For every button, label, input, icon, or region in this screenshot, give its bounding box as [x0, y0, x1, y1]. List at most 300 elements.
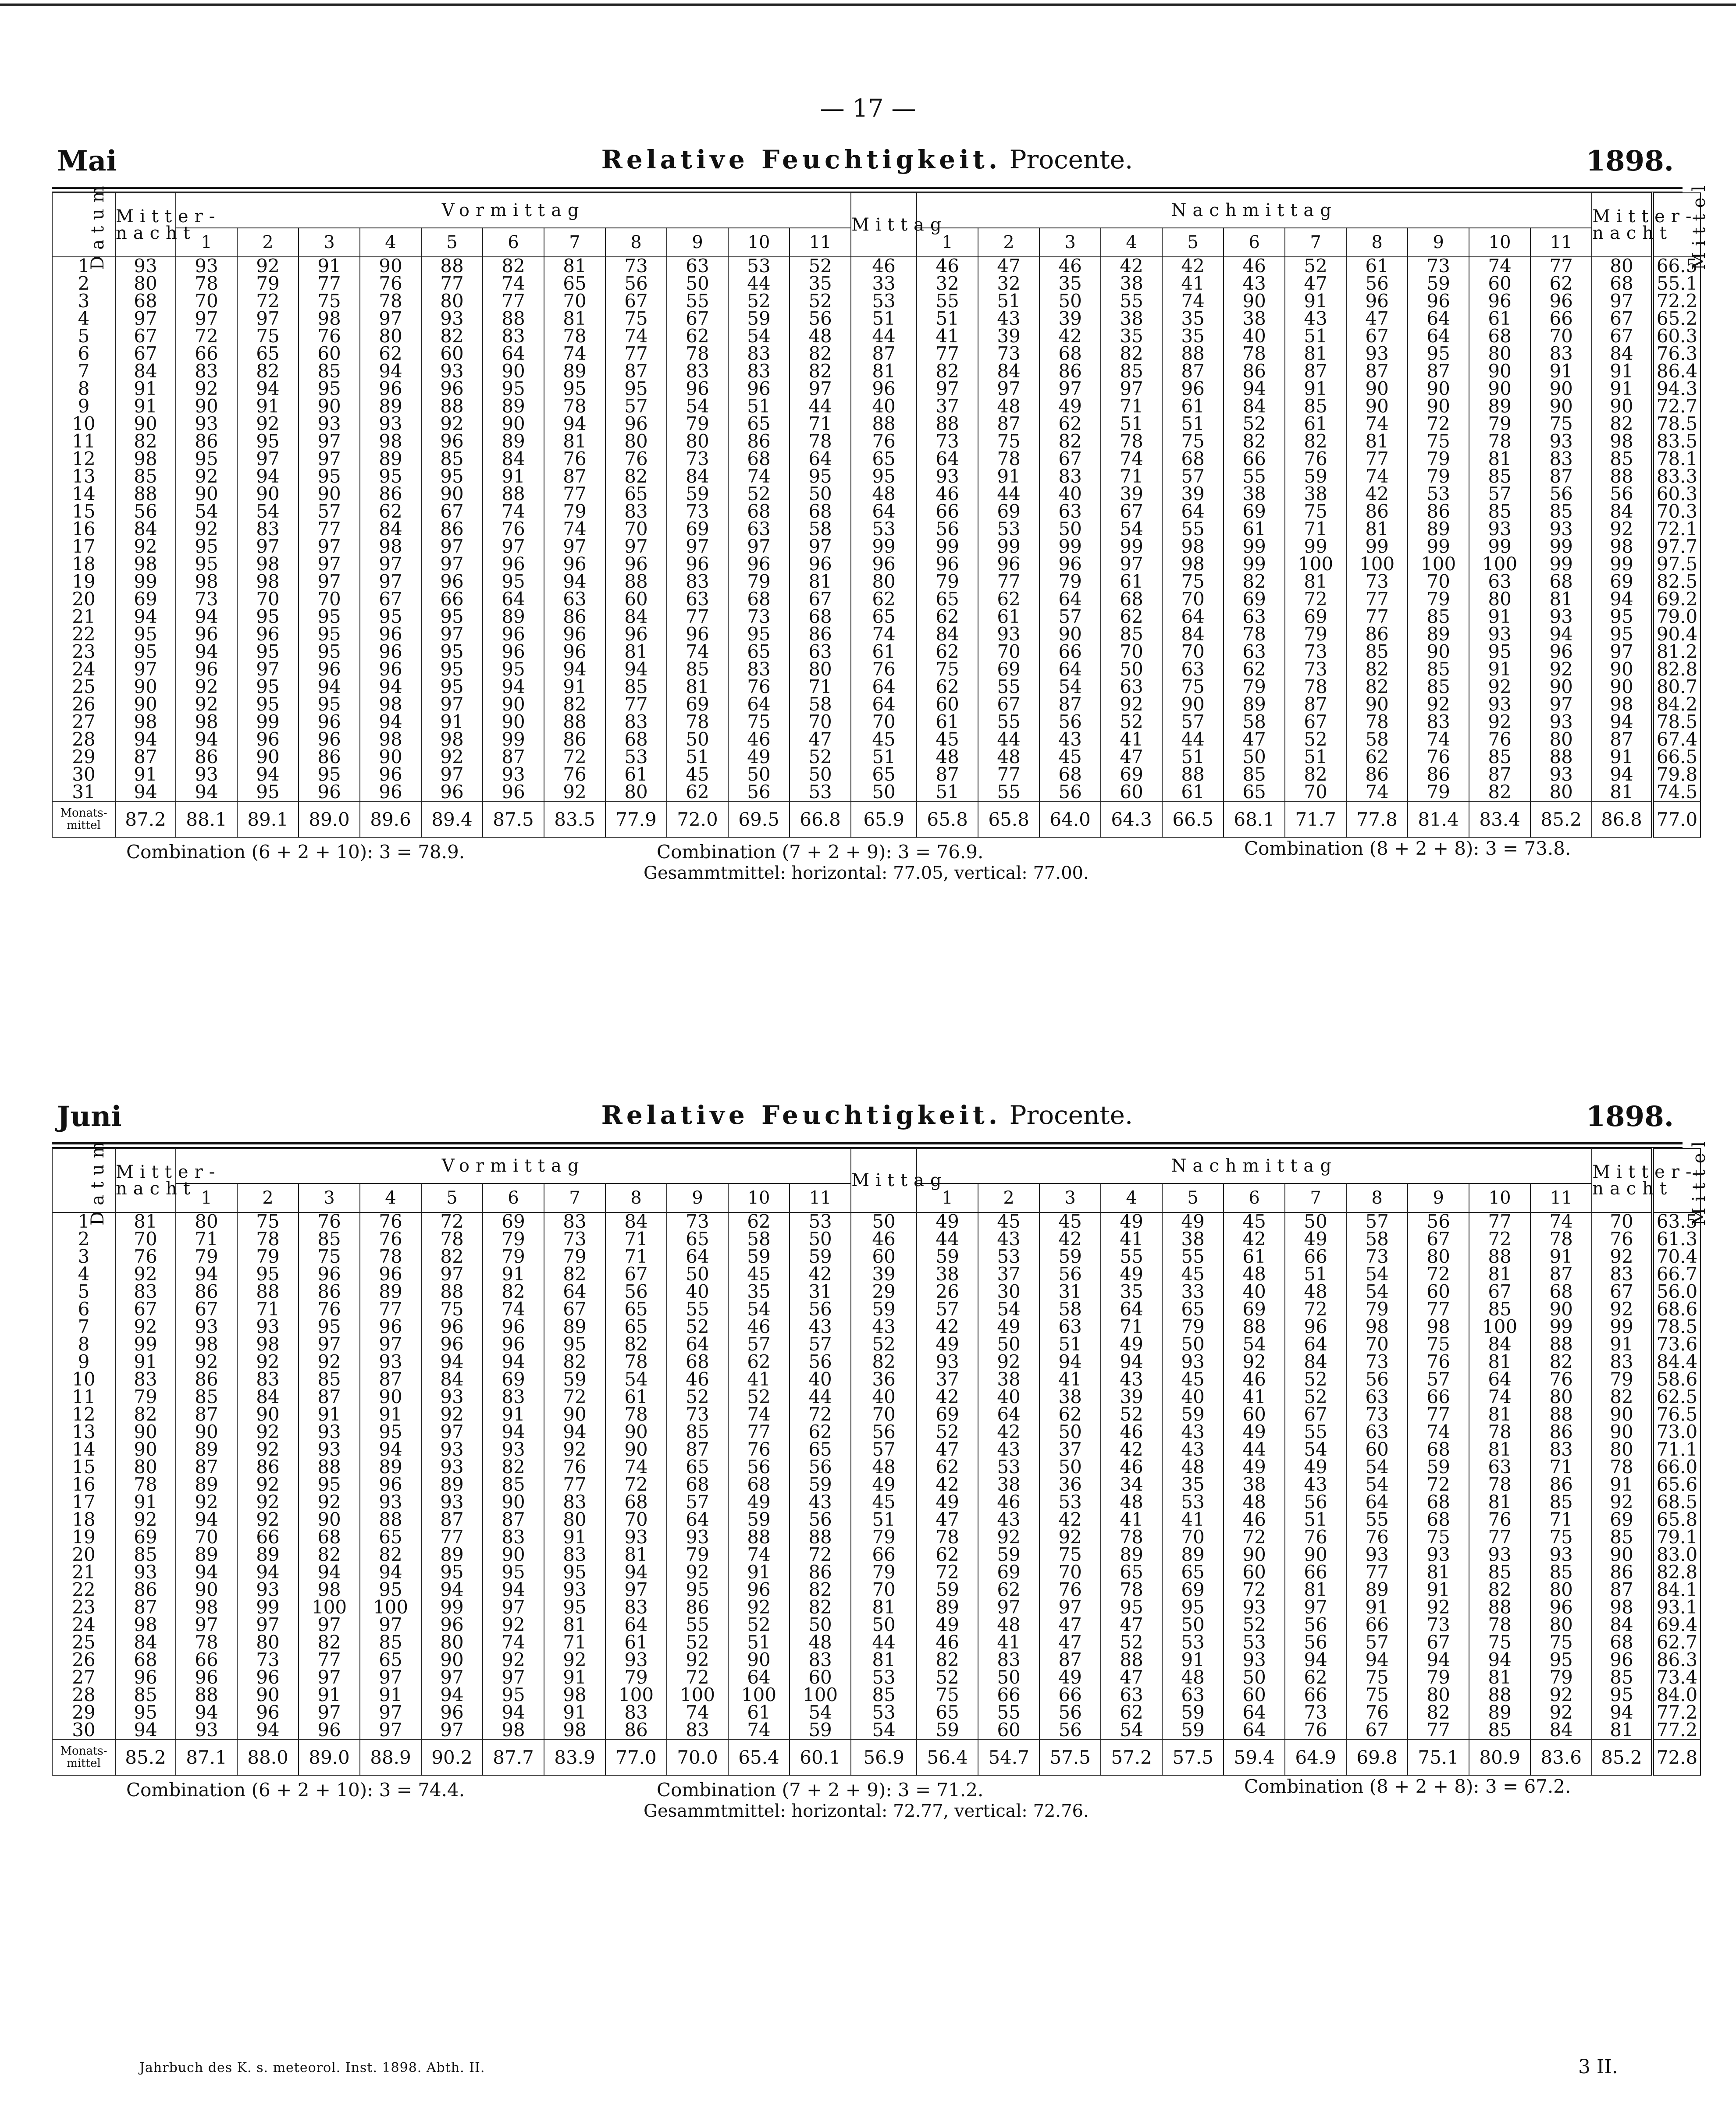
vormittag-cell: 86 96 96 94 91 82 88 86 72 76 92 [544, 608, 605, 801]
hour-header: 6 [483, 1183, 544, 1212]
vormittag-cell: 81 76 87 77 79 74 97 96 94 63 [544, 433, 605, 608]
top-border-line [0, 4, 1736, 6]
hour-header: 11 [790, 228, 851, 257]
hour-header: 5 [421, 228, 483, 257]
vormittag-cell: 86 68 74 52 68 63 97 96 79 68 [728, 433, 790, 608]
col-header-mittag: Mittag [851, 193, 917, 257]
mitternacht-end-cell: 82 90 90 80 78 91 92 69 85 90 [1592, 1388, 1652, 1563]
nachmittag-cell: 65 78 95 47 52 88 47 63 62 54 [1101, 1563, 1162, 1739]
combination-mid: Combination (7 + 2 + 9): 3 = 71.2. [657, 1779, 984, 1801]
monatsmittel-value: 77.8 [1346, 801, 1408, 837]
monatsmittel-value: 72.0 [667, 801, 728, 837]
nachmittag-cell: 78 74 71 39 67 54 99 97 61 68 [1101, 433, 1162, 608]
mittag-cell: 50 46 60 39 29 59 43 52 82 36 [851, 1212, 917, 1388]
monatsmittel-value: 88.1 [176, 801, 237, 837]
nachmittag-cell: 52 67 55 54 49 43 56 51 76 90 [1285, 1388, 1346, 1563]
nachmittag-cell: 70 76 97 47 47 87 49 66 56 56 [1039, 1563, 1101, 1739]
monatsmittel-value: 56.4 [917, 1739, 978, 1775]
monatsmittel-value: 75.1 [1408, 1739, 1469, 1775]
nachmittag-cell: 42 41 74 35 35 88 87 96 61 51 [1162, 257, 1224, 433]
hour-header: 6 [483, 228, 544, 257]
table-row-group [52, 608, 1700, 801]
mittag-cell: 76 65 95 48 64 53 99 96 80 62 [851, 433, 917, 608]
hour-header: 8 [1346, 1183, 1408, 1212]
month-name: Mai [57, 145, 117, 178]
nachmittag-cell: 75 79 79 53 86 89 99 100 70 79 [1408, 433, 1469, 608]
combination-right: Combination (8 + 2 + 8): 3 = 73.8. [1244, 838, 1571, 859]
monatsmittel-value: 89.0 [299, 801, 360, 837]
nachmittag-cell: 46 32 55 51 41 77 82 97 37 88 [917, 257, 978, 433]
monatsmittel-value: 89.1 [237, 801, 299, 837]
vormittag-cell: 95 94 97 92 74 92 97 95 94 98 [483, 1563, 544, 1739]
vormittag-cell: 77 96 74 85 81 69 78 50 51 45 62 [667, 608, 728, 801]
combination-mid: Combination (7 + 2 + 9): 3 = 76.9. [657, 841, 984, 863]
mittag-cell: 46 33 53 51 44 87 81 96 40 88 [851, 257, 917, 433]
hour-header: 11 [1530, 228, 1592, 257]
hour-header: 7 [544, 228, 605, 257]
nachmittag-cell: 45 42 61 48 40 69 88 54 92 46 [1224, 1212, 1285, 1388]
vormittag-cell: 73 56 67 75 74 77 87 95 57 96 [605, 257, 667, 433]
col-header-vormittag: Vormittag [176, 1148, 851, 1183]
humidity-table [52, 1135, 1709, 1776]
vormittag-cell: 93 78 70 97 72 66 83 92 90 93 [176, 257, 237, 433]
title-main: Relative Feuchtigkeit. [601, 145, 1002, 174]
monatsmittel-label: Monats- mittel [52, 801, 115, 837]
day-cell: 11 12 13 14 15 16 17 18 19 20 [52, 433, 115, 608]
monatsmittel-row [52, 1739, 1700, 1775]
combination-left: Combination (6 + 2 + 10): 3 = 74.4. [126, 1779, 465, 1801]
vormittag-cell: 88 77 80 93 82 60 93 96 88 92 [421, 257, 483, 433]
col-header-nachmittag: Nachmittag [917, 1148, 1592, 1183]
combination-right: Combination (8 + 2 + 8): 3 = 67.2. [1244, 1776, 1571, 1797]
nachmittag-cell: 80 88 86 83 71 86 85 71 75 93 [1530, 1388, 1592, 1563]
monatsmittel-value: 68.1 [1224, 801, 1285, 837]
hour-header: 10 [1469, 228, 1530, 257]
vormittag-cell: 84 96 81 94 85 77 83 68 53 61 80 [605, 608, 667, 801]
hour-header: 10 [728, 1183, 790, 1212]
vormittag-cell: 76 76 78 96 89 77 96 97 93 87 [360, 1212, 421, 1388]
hour-header: 8 [605, 228, 667, 257]
monatsmittel-value: 57.5 [1162, 1739, 1224, 1775]
monatsmittel-label: Monats- mittel [52, 1739, 115, 1775]
hour-header: 9 [667, 228, 728, 257]
nachmittag-cell: 64 84 70 63 75 90 57 44 51 88 61 [1162, 608, 1224, 801]
nachmittag-cell: 62 84 62 75 62 60 61 45 48 87 51 [917, 608, 978, 801]
mitternacht-cell: 93 86 87 98 84 68 96 85 95 94 [115, 1563, 176, 1739]
nachmittag-cell: 66 81 97 56 56 94 62 66 73 76 [1285, 1563, 1346, 1739]
day-cell: 1 2 3 4 5 6 7 8 9 10 [52, 257, 115, 433]
year: 1898. [1586, 145, 1674, 178]
monatsmittel-value: 59.4 [1224, 1739, 1285, 1775]
vormittag-cell: 53 44 52 59 54 83 83 96 51 65 [728, 257, 790, 433]
vormittag-cell: 94 96 94 96 92 92 98 94 86 93 94 [176, 608, 237, 801]
monatsmittel-value: 71.7 [1285, 801, 1346, 837]
monatsmittel-value: 85.2 [115, 1739, 176, 1775]
vormittag-cell: 62 58 59 45 35 54 46 57 62 41 [728, 1212, 790, 1388]
hour-header: 2 [237, 228, 299, 257]
title-main: Relative Feuchtigkeit. [601, 1100, 1002, 1130]
section-header [52, 1100, 1683, 1140]
col-header-mitternacht-end: Mitter- nacht [1592, 1148, 1652, 1212]
col-header-mittag: Mittag [851, 1148, 917, 1212]
vormittag-cell: 91 96 92 52 51 90 64 100 61 74 [728, 1563, 790, 1739]
monatsmittel-value: 57.2 [1101, 1739, 1162, 1775]
gesammtmittel: Gesammtmittel: horizontal: 72.77, vertical: 72.76. [644, 1801, 1089, 1821]
hour-header: 6 [1224, 1183, 1285, 1212]
hour-header: 5 [421, 1183, 483, 1212]
vormittag-cell: 87 91 93 93 88 95 92 90 68 82 [299, 1388, 360, 1563]
vormittag-cell: 96 85 95 90 67 86 97 97 96 66 [421, 433, 483, 608]
gesammtmittel: Gesammtmittel: horizontal: 77.05, vertical: 77.00. [644, 863, 1089, 883]
nachmittag-cell: 66 77 74 68 59 72 68 68 75 93 [1408, 1388, 1469, 1563]
mittel-cell: 63.5 61.3 70.4 66.7 56.0 68.6 78.5 73.6 84.4 58.6 [1652, 1212, 1700, 1388]
hour-header: 4 [360, 228, 421, 257]
mittag-cell: 40 70 56 57 48 49 45 51 79 66 [851, 1388, 917, 1563]
hour-header: 9 [1408, 228, 1469, 257]
vormittag-cell: 93 92 97 93 93 89 93 87 77 89 [421, 1388, 483, 1563]
vormittag-cell: 94 90 98 97 78 66 96 88 94 93 [176, 1563, 237, 1739]
datum-label: Datum [87, 180, 108, 270]
hour-header: 2 [978, 228, 1039, 257]
monatsmittel-value: 65.4 [728, 1739, 790, 1775]
monatsmittel-value: 90.2 [421, 1739, 483, 1775]
nachmittag-cell: 41 60 49 44 49 38 48 46 72 90 [1224, 1388, 1285, 1563]
day-cell: 21 22 23 24 25 26 27 28 29 30 31 [52, 608, 115, 801]
vormittag-cell: 69 79 79 91 82 74 96 96 94 69 [483, 1212, 544, 1388]
col-header-mitternacht: Mitter- nacht [115, 1148, 176, 1212]
vormittag-cell: 81 65 70 81 78 74 89 95 78 94 [544, 257, 605, 433]
col-header-nachmittag: Nachmittag [917, 193, 1592, 228]
section-mai [52, 145, 1709, 886]
hour-header: 8 [605, 1183, 667, 1212]
hour-header: 5 [1162, 1183, 1224, 1212]
vormittag-cell: 86 82 82 50 48 83 60 100 54 59 [790, 1563, 851, 1739]
nachmittag-cell: 73 59 96 64 64 95 87 90 90 72 [1408, 257, 1469, 433]
hour-header: 3 [1039, 228, 1101, 257]
vormittag-cell: 83 91 94 93 82 85 90 87 83 90 [483, 1388, 544, 1563]
section-juni [52, 1100, 1709, 1824]
hour-header: 4 [360, 1183, 421, 1212]
nachmittag-cell: 69 62 97 48 41 83 50 66 55 60 [978, 1563, 1039, 1739]
hour-header: 10 [1469, 1183, 1530, 1212]
monatsmittel-row [52, 801, 1700, 837]
hour-header: 3 [1039, 1183, 1101, 1212]
hour-header: 9 [667, 1183, 728, 1212]
vormittag-cell: 44 72 62 65 56 59 43 56 88 72 [790, 1388, 851, 1563]
nachmittag-cell: 75 68 57 39 64 55 98 98 75 70 [1162, 433, 1224, 608]
month-name: Juni [57, 1100, 122, 1133]
monatsmittel-value: 81.4 [1408, 801, 1469, 837]
monatsmittel-value: 69.8 [1346, 1739, 1408, 1775]
vormittag-cell: 95 97 94 90 54 83 97 98 98 70 [237, 433, 299, 608]
monatsmittel-value: 65.9 [851, 801, 917, 837]
mitternacht-cell: 94 95 95 97 90 90 98 94 87 91 94 [115, 608, 176, 801]
footer-text: Jahrbuch des K. s. meteorol. Inst. 1898. Abth. II. [139, 2060, 485, 2075]
col-header-datum [52, 1135, 115, 1226]
vormittag-cell: 80 71 79 94 86 67 93 98 92 86 [176, 1212, 237, 1388]
nachmittag-cell: 57 58 73 54 54 79 98 70 73 56 [1346, 1212, 1408, 1388]
monatsmittel-value: 83.6 [1530, 1739, 1592, 1775]
vormittag-cell: 90 91 95 94 89 96 93 88 65 82 [360, 1388, 421, 1563]
monatsmittel-value: 88.0 [237, 1739, 299, 1775]
nachmittag-cell: 77 86 85 82 82 90 78 58 62 86 74 [1346, 608, 1408, 801]
monatsmittel-value: 83.9 [544, 1739, 605, 1775]
mitternacht-cell: 82 98 85 88 56 84 92 98 99 69 [115, 433, 176, 608]
monatsmittel-value: 69.5 [728, 801, 790, 837]
hour-header: 5 [1162, 228, 1224, 257]
monatsmittel-value: 80.9 [1469, 1739, 1530, 1775]
vormittag-cell: 84 90 92 92 86 92 92 92 66 89 [237, 1388, 299, 1563]
hour-header: 8 [1346, 228, 1408, 257]
vormittag-cell: 92 95 86 55 52 92 72 100 74 83 [667, 1563, 728, 1739]
combination-footer [52, 838, 1683, 886]
hour-header: 7 [1285, 1183, 1346, 1212]
humidity-table [52, 179, 1709, 838]
hour-header: 11 [790, 1183, 851, 1212]
mittag-cell: 79 70 81 50 44 81 53 85 53 54 [851, 1563, 917, 1739]
table-row-group [52, 433, 1700, 608]
monatsmittel-value: 77.0 [605, 1739, 667, 1775]
monatsmittel-value: 87.1 [176, 1739, 237, 1775]
vormittag-cell: 84 71 71 67 56 65 65 82 78 54 [605, 1212, 667, 1388]
nachmittag-cell: 78 81 85 57 85 93 99 100 63 80 [1469, 433, 1530, 608]
table-row-group [52, 1388, 1700, 1563]
vormittag-cell: 68 86 63 80 71 58 70 47 52 50 53 [790, 608, 851, 801]
mittag-cell: 65 74 61 76 64 64 70 45 51 65 50 [851, 608, 917, 801]
nachmittag-cell: 45 42 59 56 31 58 63 51 94 41 [1039, 1212, 1101, 1388]
nachmittag-cell: 91 93 95 91 92 93 92 76 85 87 82 [1469, 608, 1530, 801]
nachmittag-cell: 42 69 52 47 62 42 49 47 78 62 [917, 1388, 978, 1563]
nachmittag-cell: 74 60 96 61 68 80 90 90 89 79 [1469, 257, 1530, 433]
monatsmittel-value: 89.0 [299, 1739, 360, 1775]
monatsmittel-value: 87.2 [115, 801, 176, 837]
monatsmittel-value: 85.2 [1530, 801, 1592, 837]
vormittag-cell: 95 94 99 96 80 90 97 94 96 97 [421, 1563, 483, 1739]
nachmittag-cell: 52 47 91 43 51 81 87 91 85 61 [1285, 257, 1346, 433]
nachmittag-cell: 46 35 50 39 42 68 86 97 49 62 [1039, 257, 1101, 433]
vormittag-cell: 82 74 77 88 83 64 90 95 89 90 [483, 257, 544, 433]
hour-header: 2 [237, 1183, 299, 1212]
vormittag-cell: 85 87 90 89 87 89 92 94 70 89 [176, 1388, 237, 1563]
nachmittag-cell: 49 38 55 45 33 65 79 50 93 45 [1162, 1212, 1224, 1388]
mitternacht-cell: 93 80 68 97 67 67 84 91 91 90 [115, 257, 176, 433]
vormittag-cell: 80 73 84 59 73 69 97 96 83 63 [667, 433, 728, 608]
nachmittag-cell: 63 73 63 60 54 54 64 55 76 93 [1346, 1388, 1408, 1563]
monatsmittel-value: 56.9 [851, 1739, 917, 1775]
nachmittag-cell: 60 72 93 52 53 93 50 60 64 64 [1224, 1563, 1285, 1739]
hour-header: 2 [978, 1183, 1039, 1212]
nachmittag-cell: 40 64 42 43 53 38 46 43 92 59 [978, 1388, 1039, 1563]
title-unit: Procente. [1009, 1100, 1133, 1130]
nachmittag-cell: 61 56 96 47 67 93 87 90 90 74 [1346, 257, 1408, 433]
mitternacht-cell: 81 70 76 92 83 67 92 99 91 83 [115, 1212, 176, 1388]
vormittag-cell: 52 35 52 56 48 82 82 97 44 71 [790, 257, 851, 433]
nachmittag-cell: 81 91 92 73 67 94 79 80 82 77 [1408, 1563, 1469, 1739]
vormittag-cell: 80 76 82 65 83 70 97 96 88 60 [605, 433, 667, 608]
hour-header: 4 [1101, 1183, 1162, 1212]
vormittag-cell: 92 79 72 97 75 65 82 94 91 92 [237, 257, 299, 433]
monatsmittel-value: 65.8 [917, 801, 978, 837]
section-header [52, 145, 1683, 184]
nachmittag-cell: 73 64 93 46 66 56 99 96 79 65 [917, 433, 978, 608]
monatsmittel-value: 89.6 [360, 801, 421, 837]
mitternacht-end-cell: 86 87 98 84 68 96 85 95 94 81 [1592, 1563, 1652, 1739]
monatsmittel-mittel: 72.8 [1652, 1739, 1700, 1775]
mittel-cell: 83.5 78.1 83.3 60.3 70.3 72.1 97.7 97.5 82.5 69.2 [1652, 433, 1700, 608]
monatsmittel-value: 64.0 [1039, 801, 1101, 837]
monatsmittel-value: 57.5 [1039, 1739, 1101, 1775]
monatsmittel-value: 66.5 [1162, 801, 1224, 837]
nachmittag-cell: 42 38 55 38 35 82 85 97 71 51 [1101, 257, 1162, 433]
vormittag-cell: 94 97 83 64 61 93 79 100 83 86 [605, 1563, 667, 1739]
mittel-cell: 62.5 76.5 73.0 71.1 66.0 65.6 68.5 65.8 79.1 83.0 [1652, 1388, 1700, 1563]
nachmittag-cell: 57 90 66 64 54 87 56 43 45 68 56 [1039, 608, 1101, 801]
monatsmittel-value: 87.5 [483, 801, 544, 837]
day-cell: 21 22 23 24 25 26 27 28 29 30 [52, 1563, 115, 1739]
nachmittag-cell: 82 76 59 38 75 71 99 100 81 72 [1285, 433, 1346, 608]
table-title [52, 1100, 1683, 1130]
nachmittag-cell: 75 78 91 44 69 53 99 96 77 62 [978, 433, 1039, 608]
table-title [52, 145, 1683, 174]
nachmittag-cell: 49 44 59 38 26 57 42 49 93 37 [917, 1212, 978, 1388]
nachmittag-cell: 65 69 95 50 53 91 48 63 59 59 [1162, 1563, 1224, 1739]
vormittag-cell: 95 96 95 97 95 95 99 96 90 94 95 [237, 608, 299, 801]
monatsmittel-value: 77.9 [605, 801, 667, 837]
nachmittag-cell: 82 66 55 38 69 61 99 99 82 69 [1224, 433, 1285, 608]
vormittag-cell: 78 64 95 50 68 58 97 96 81 67 [790, 433, 851, 608]
mitternacht-end-cell: 80 68 97 67 67 84 91 91 90 82 [1592, 257, 1652, 433]
nachmittag-cell: 85 80 96 80 75 95 79 92 92 84 [1530, 1563, 1592, 1739]
mitternacht-end-cell: 70 76 92 83 67 92 99 91 83 79 [1592, 1212, 1652, 1388]
nachmittag-cell: 45 43 53 37 30 54 49 50 92 38 [978, 1212, 1039, 1388]
vormittag-cell: 76 85 75 96 86 76 95 97 92 85 [299, 1212, 360, 1388]
mitternacht-cell: 79 82 90 90 80 78 91 92 69 85 [115, 1388, 176, 1563]
nachmittag-cell: 40 59 43 43 48 35 53 41 70 89 [1162, 1388, 1224, 1563]
mitternacht-end-cell: 98 85 88 56 84 92 98 99 69 94 [1592, 433, 1652, 608]
table-row-group [52, 1212, 1700, 1388]
hour-header: 11 [1530, 1183, 1592, 1212]
hour-header: 7 [544, 1183, 605, 1212]
vormittag-cell: 75 78 79 95 88 71 93 98 92 83 [237, 1212, 299, 1388]
mittel-cell: 79.0 90.4 81.2 82.8 80.7 84.2 78.5 67.4 66.5 79.8 74.5 [1652, 608, 1700, 801]
vormittag-cell: 91 77 75 98 76 60 85 95 90 93 [299, 257, 360, 433]
col-header-mittel [1652, 1135, 1709, 1226]
monatsmittel-value: 64.9 [1285, 1739, 1346, 1775]
nachmittag-cell: 77 62 96 66 70 83 91 90 90 75 [1530, 257, 1592, 433]
hour-header: 3 [299, 228, 360, 257]
vormittag-cell: 72 90 94 92 76 77 83 80 91 83 [544, 1388, 605, 1563]
vormittag-cell: 52 74 77 76 56 68 49 59 88 74 [728, 1388, 790, 1563]
monatsmittel-value: 83.4 [1469, 801, 1530, 837]
vormittag-cell: 98 89 95 86 62 84 98 97 97 67 [360, 433, 421, 608]
vormittag-cell: 94 98 100 97 82 77 97 91 97 96 [299, 1563, 360, 1739]
monatsmittel-value: 64.3 [1101, 801, 1162, 837]
footer-sheet-mark: 3 II. [1578, 2056, 1618, 2078]
mittel-cell: 82.8 84.1 93.1 69.4 62.7 86.3 73.4 84.0 77.2 77.2 [1652, 1563, 1700, 1739]
monatsmittel-value: 87.7 [483, 1739, 544, 1775]
hour-header: 4 [1101, 228, 1162, 257]
page-number: — 17 — [820, 94, 916, 123]
hour-header: 1 [176, 228, 237, 257]
nachmittag-cell: 93 94 96 92 90 97 93 80 88 93 80 [1530, 608, 1592, 801]
combination-footer [52, 1776, 1683, 1824]
vormittag-cell: 61 78 90 90 74 72 68 70 93 81 [605, 1388, 667, 1563]
nachmittag-cell: 38 62 50 37 50 36 53 42 92 75 [1039, 1388, 1101, 1563]
hour-header: 3 [299, 1183, 360, 1212]
vormittag-cell: 83 73 79 82 64 67 89 95 82 59 [544, 1212, 605, 1388]
nachmittag-cell: 63 78 63 62 79 89 58 47 50 85 65 [1224, 608, 1285, 801]
monatsmittel-value: 66.8 [790, 801, 851, 837]
nachmittag-cell: 74 81 78 81 63 78 81 76 77 93 [1469, 1388, 1530, 1563]
nachmittag-cell: 85 82 88 78 75 94 81 88 89 85 [1469, 1563, 1530, 1739]
vormittag-cell: 95 97 95 95 95 97 91 98 92 97 96 [421, 608, 483, 801]
nachmittag-cell: 61 93 70 69 55 67 55 44 48 77 55 [978, 608, 1039, 801]
vormittag-cell: 90 76 78 97 80 62 94 96 89 93 [360, 257, 421, 433]
year: 1898. [1586, 1100, 1674, 1133]
header-rule [52, 1142, 1683, 1148]
nachmittag-cell: 74 78 91 87 68 90 99 88 82 76 [1530, 1212, 1592, 1388]
nachmittag-cell: 39 52 46 42 46 34 48 41 78 89 [1101, 1388, 1162, 1563]
nachmittag-cell: 82 67 83 40 63 50 99 96 79 64 [1039, 433, 1101, 608]
hour-header: 10 [728, 228, 790, 257]
monatsmittel-value: 85.2 [1592, 1739, 1652, 1775]
col-header-datum [52, 180, 115, 270]
title-unit: Procente. [1009, 145, 1133, 174]
mittel-label: Mittel [1689, 1135, 1709, 1226]
header-rule [52, 187, 1683, 192]
vormittag-cell: 63 50 55 67 62 78 83 96 54 79 [667, 257, 728, 433]
vormittag-cell: 94 95 100 97 85 65 97 91 97 97 [360, 1563, 421, 1739]
mittel-label: Mittel [1689, 179, 1709, 270]
vormittag-cell: 52 73 85 87 65 68 57 64 93 79 [667, 1388, 728, 1563]
vormittag-cell: 94 93 99 97 80 73 96 90 96 94 [237, 1563, 299, 1739]
hour-header: 7 [1285, 228, 1346, 257]
day-cell: 11 12 13 14 15 16 17 18 19 20 [52, 1388, 115, 1563]
nachmittag-cell: 85 89 90 85 85 92 83 74 76 86 79 [1408, 608, 1469, 801]
table-row-group [52, 1563, 1700, 1739]
hour-header: 6 [1224, 228, 1285, 257]
vormittag-cell: 89 96 96 95 94 90 90 99 87 93 96 [483, 608, 544, 801]
vormittag-cell: 53 50 59 42 31 56 43 57 56 40 [790, 1212, 851, 1388]
nachmittag-cell: 47 32 51 43 39 73 84 97 48 87 [978, 257, 1039, 433]
day-cell: 1 2 3 4 5 6 7 8 9 10 [52, 1212, 115, 1388]
nachmittag-cell: 77 72 88 81 67 85 100 84 81 64 [1469, 1212, 1530, 1388]
vormittag-cell: 73 65 64 50 40 55 52 64 68 46 [667, 1212, 728, 1388]
monatsmittel-value: 83.5 [544, 801, 605, 837]
monatsmittel-value: 70.0 [667, 1739, 728, 1775]
monatsmittel-mittel: 77.0 [1652, 801, 1700, 837]
nachmittag-cell: 46 43 90 38 40 78 86 94 84 52 [1224, 257, 1285, 433]
vormittag-cell: 95 96 96 96 94 98 94 98 90 96 96 [360, 608, 421, 801]
combination-left: Combination (6 + 2 + 10): 3 = 78.9. [126, 841, 465, 863]
table-row-group [52, 257, 1700, 433]
hour-header: 1 [917, 228, 978, 257]
nachmittag-cell: 49 41 55 49 35 64 71 49 94 43 [1101, 1212, 1162, 1388]
monatsmittel-value: 60.1 [790, 1739, 851, 1775]
mitternacht-end-cell: 95 95 97 90 90 98 94 87 91 94 81 [1592, 608, 1652, 801]
col-header-mitternacht-end: Mitter- nacht [1592, 193, 1652, 257]
monatsmittel-value: 86.8 [1592, 801, 1652, 837]
vormittag-cell: 95 93 95 81 71 92 91 98 91 98 [544, 1563, 605, 1739]
monatsmittel-value: 54.7 [978, 1739, 1039, 1775]
col-header-vormittag: Vormittag [176, 193, 851, 228]
nachmittag-cell: 50 49 66 51 48 72 96 64 84 52 [1285, 1212, 1346, 1388]
mittel-cell: 66.5 55.1 72.2 65.2 60.3 76.3 86.4 94.3 72.7 78.5 [1652, 257, 1700, 433]
vormittag-cell: 86 95 92 90 54 92 95 95 98 73 [176, 433, 237, 608]
col-header-mitternacht: Mitter- nacht [115, 193, 176, 257]
nachmittag-cell: 62 85 70 50 63 92 52 41 47 69 60 [1101, 608, 1162, 801]
nachmittag-cell: 81 77 74 42 86 81 99 100 73 77 [1346, 433, 1408, 608]
